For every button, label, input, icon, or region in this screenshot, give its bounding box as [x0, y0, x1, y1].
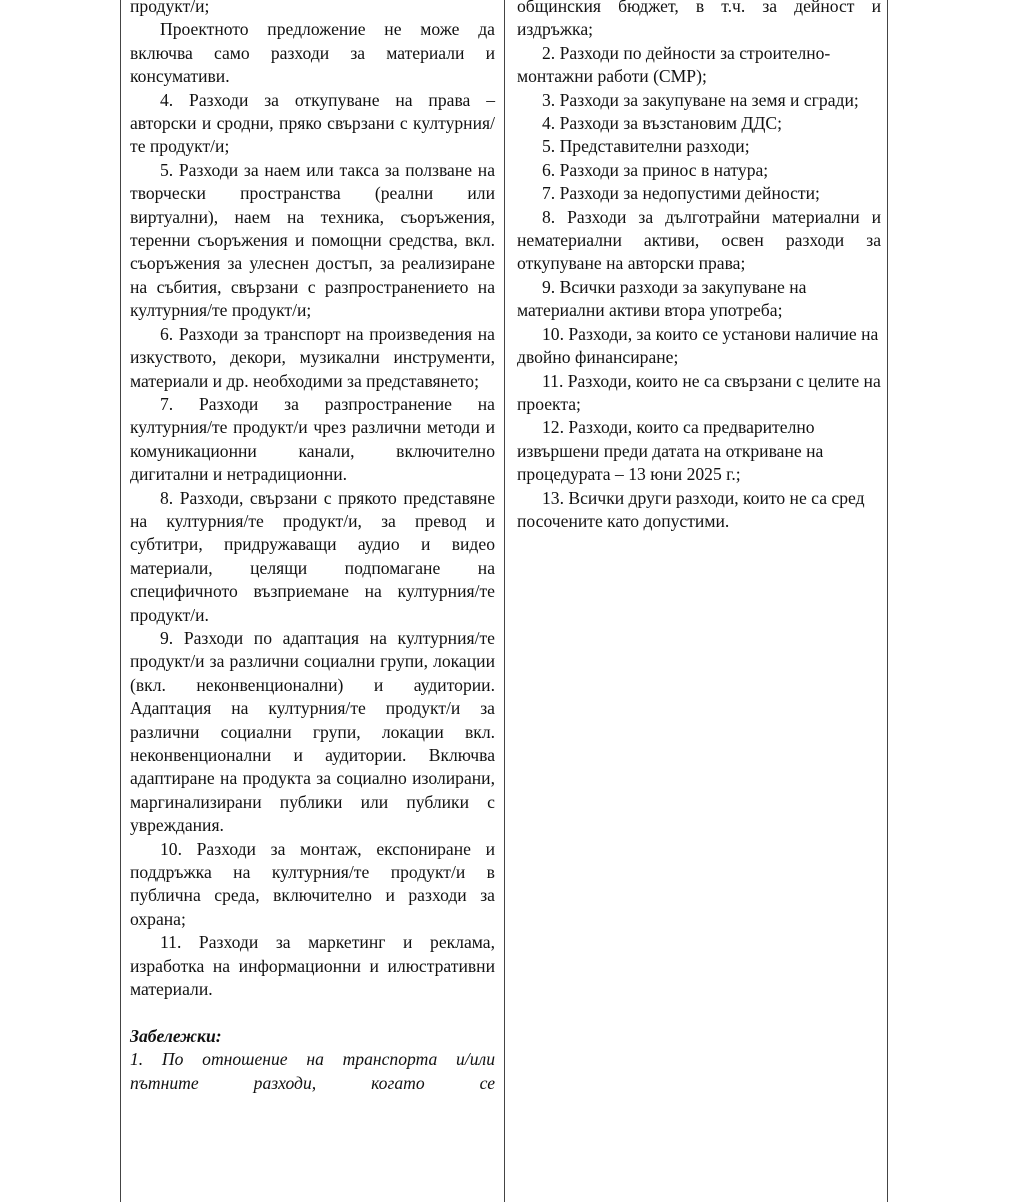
- list-item: 10. Разходи за монтаж, експониране и поддръжка на културния/те продукт/и в публична среда, включително и разходи за охрана;: [130, 838, 495, 929]
- list-item: 3. Разходи за закупуване на земя и сгради;: [542, 89, 859, 110]
- list-item: 2. Разходи по дейности за строително-монтажни работи (СМР);: [517, 42, 831, 87]
- document-table: [120, 0, 888, 1202]
- list-item: 9. Разходи по адаптация на културния/те продукт/и за различни социални групи, локации (вкл. неконвенционални) и аудитории. Адаптация на културния/те продукт/и за различни социални групи, локации вкл. неконвенционални и аудитории. Включва адаптиране на продукта за социално изолирани, маргинализирани публики или публики с увреждания.: [130, 627, 495, 836]
- list-item: 13. Всички други разходи, които не са сред посочените като допустими.: [517, 487, 865, 531]
- notes-heading: Забележки:: [130, 1025, 222, 1046]
- list-item: 10. Разходи, за които се установи наличие на двойно финансиране;: [517, 323, 879, 368]
- list-item: 5. Представителни разходи;: [542, 136, 750, 157]
- list-item: 6. Разходи за принос в натура;: [542, 159, 769, 180]
- list-item: 8. Разходи за дълготрайни материални и нематериални активи, освен разходи за откупуване на авторски права;: [517, 206, 881, 274]
- paragraph-continuation: общинския бюджет, в т.ч. за дейност и издръжка;: [517, 0, 881, 40]
- eligible-costs-column: [130, 0, 495, 1095]
- paragraph-note-materials: Проектното предложение не може да включва само разходи за материали и консумативи.: [130, 19, 495, 87]
- spacer: [130, 1001, 495, 1024]
- list-item: 12. Разходи, които са предварително извършени преди датата на откриване на процедурата – 13 юни 2025 г.;: [517, 417, 824, 485]
- list-item: 4. Разходи за откупуване на права – авторски и сродни, пряко свързани с културния/те продукт/и;: [130, 89, 495, 157]
- list-item: 6. Разходи за транспорт на произведения на изкуството, декори, музикални инструменти, материали и др. необходими за представянето;: [130, 323, 495, 391]
- paragraph-continuation: продукт/и;: [130, 0, 210, 16]
- list-item: 5. Разходи за наем или такса за ползване на творчески пространства (реални или виртуални), наем на техника, съоръжения, теренни съоръжения и помощни средства, вкл. съоръжения за улеснен достъп, за реализиране на събития, свързани с разпространението на културния/те продукт/и;: [130, 159, 495, 321]
- list-item: 7. Разходи за недопустими дейности;: [542, 183, 820, 204]
- list-item: 4. Разходи за възстановим ДДС;: [542, 113, 783, 134]
- list-item: 8. Разходи, свързани с прякото представяне на културния/те продукт/и, за превод и субтитри, придружаващи аудио и видео материали, целящи подпомагане на специфичното възприемане на културния/те продукт/и.: [130, 487, 495, 625]
- list-item: 7. Разходи за разпространение на културния/те продукт/и чрез различни методи и комуникационни канали, включително дигитални и нетрадиционни.: [130, 393, 495, 485]
- column-divider: [504, 0, 505, 1202]
- ineligible-costs-column: [517, 0, 881, 533]
- list-item: 9. Всички разходи за закупуване на материални активи втора употреба;: [517, 276, 807, 321]
- list-item: 11. Разходи, които не са свързани с целите на проекта;: [517, 370, 881, 414]
- note-item: 1. По отношение на транспорта и/или пътните разходи, когато се: [130, 1049, 495, 1093]
- list-item: 11. Разходи за маркетинг и реклама, изработка на информационни и илюстративни материали.: [130, 932, 495, 1000]
